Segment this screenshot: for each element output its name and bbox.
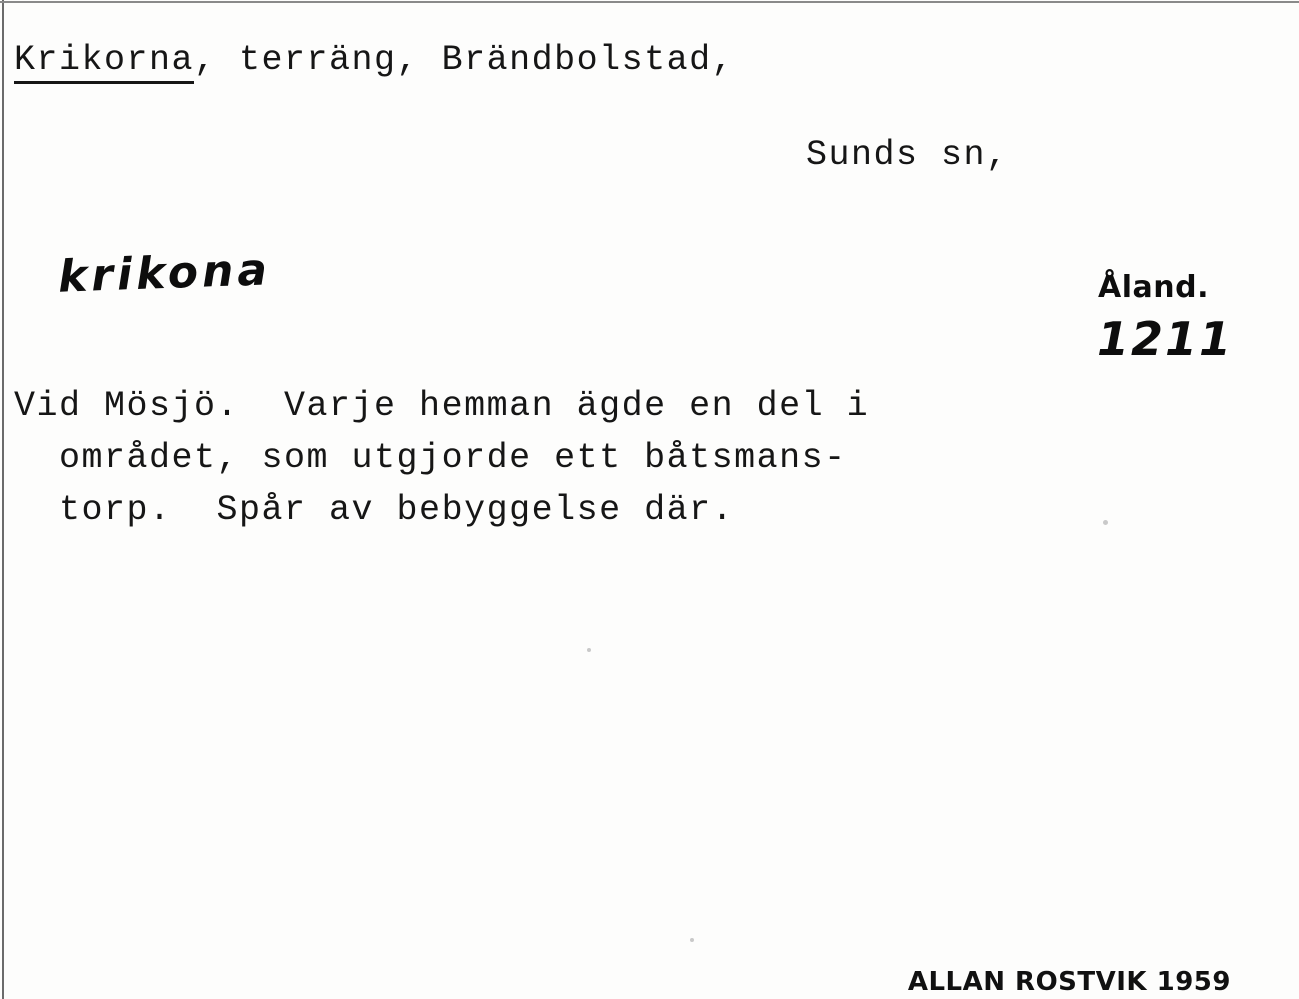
scan-speck bbox=[587, 648, 591, 652]
headword-line bbox=[14, 34, 734, 86]
handwritten-pronunciation: krikona bbox=[57, 244, 272, 303]
body-line-2: området, som utgjorde ett båtsmans- bbox=[14, 438, 847, 478]
headword: Krikorna bbox=[14, 40, 194, 84]
author-signature: ALLAN ROSTVIK 1959 bbox=[907, 967, 1231, 997]
parish-line: Sunds sn, bbox=[806, 135, 1009, 175]
card-top-edge-line bbox=[0, 1, 1299, 3]
scan-speck bbox=[1103, 520, 1108, 525]
handwritten-region: Åland. bbox=[1098, 270, 1209, 305]
card-left-edge-line bbox=[2, 0, 4, 999]
scan-speck bbox=[690, 938, 694, 942]
body-line-3: torp. Spår av bebyggelse där. bbox=[14, 490, 735, 530]
body-line-1: Vid Mösjö. Varje hemman ägde en del i bbox=[14, 386, 870, 426]
headword-qualifier: , terräng, Brändbolstad, bbox=[194, 40, 735, 80]
handwritten-catalog-number: 1211 bbox=[1097, 312, 1234, 366]
